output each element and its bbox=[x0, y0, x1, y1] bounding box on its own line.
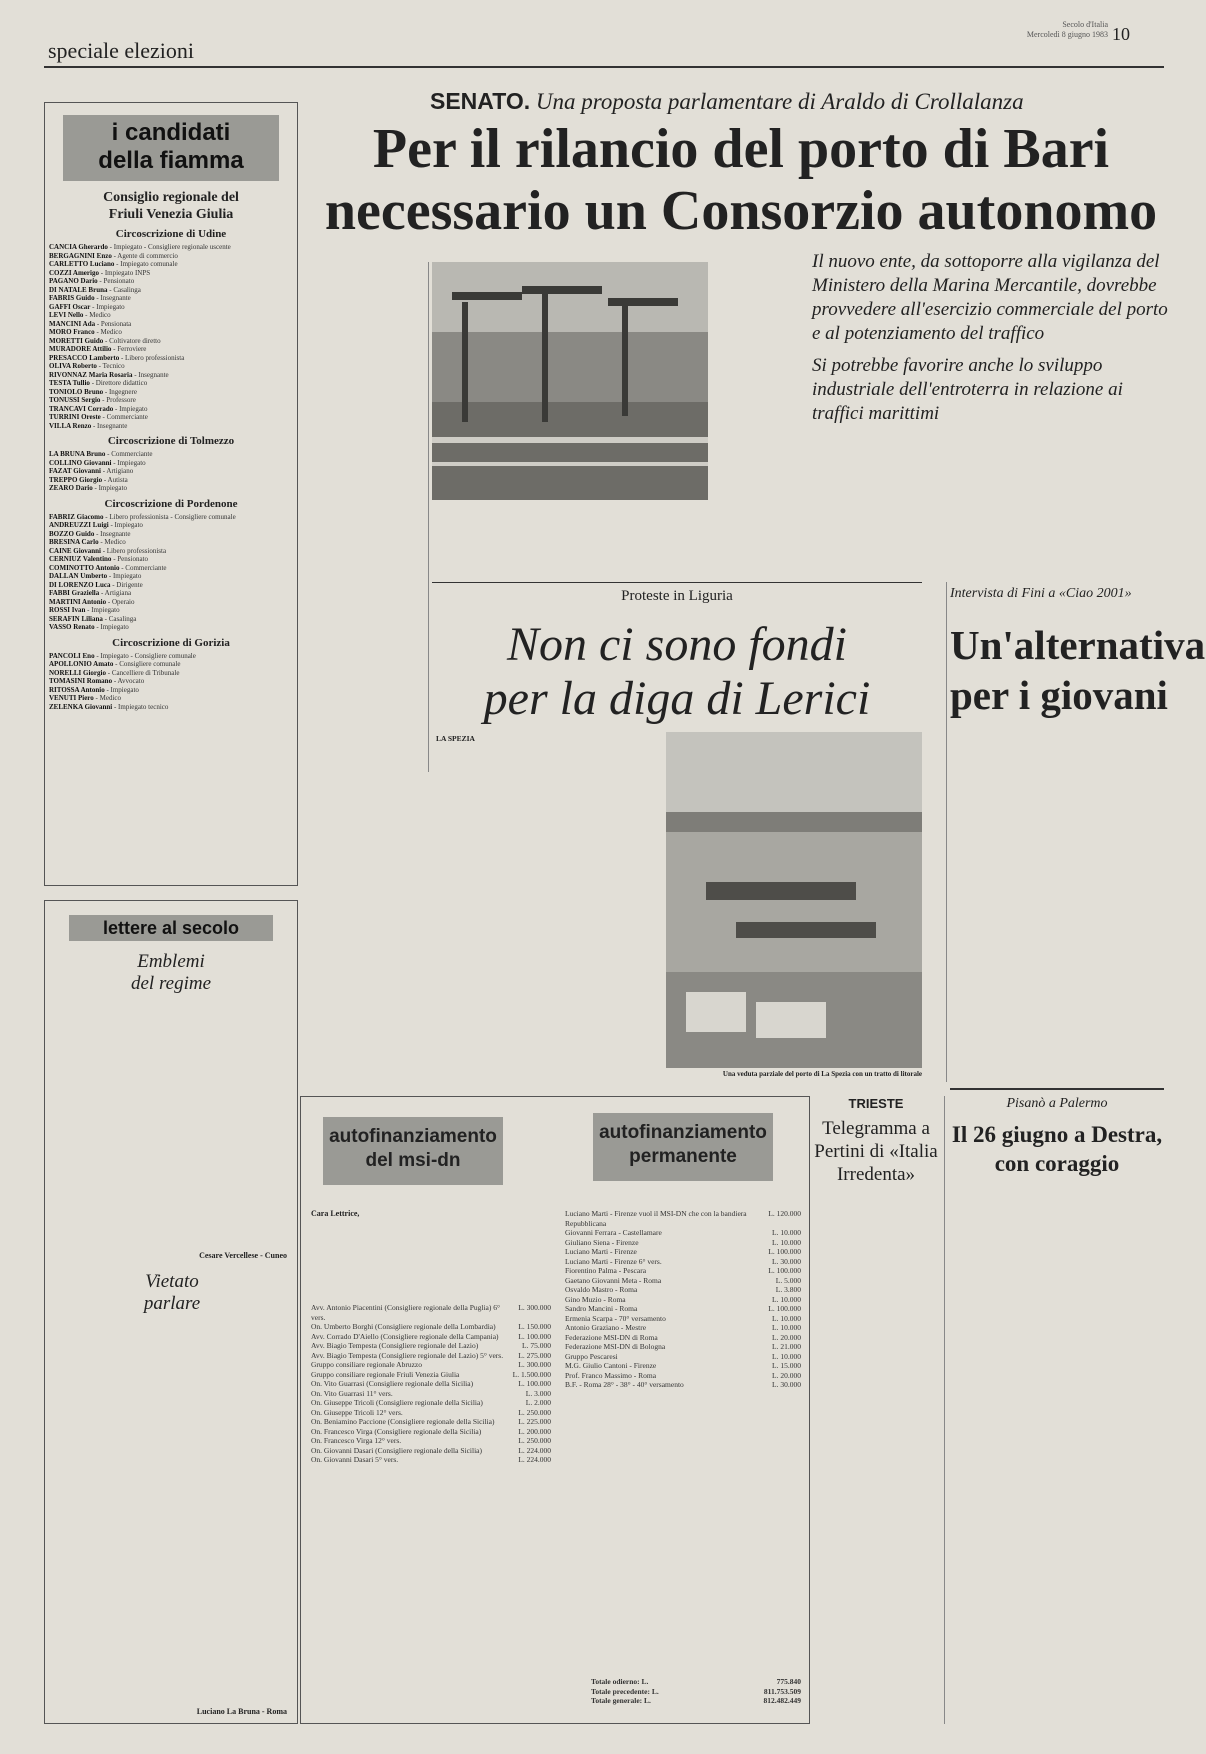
candidate-entry: TREPPO Giorgio - Autista bbox=[49, 475, 128, 484]
main-deck bbox=[812, 250, 1172, 426]
candidate-entry: PANCOLI Eno - Impiegato - Consigliere comunale bbox=[49, 651, 196, 660]
deck-paragraph-2: Si potrebbe favorire anche lo sviluppo industriale dell'entroterra in relazione ai traffici marittimi bbox=[812, 355, 1123, 424]
candidate-entry: NORELLI Giorgio - Cancelliere di Tribunale bbox=[49, 668, 180, 677]
donation-row: Avv. Corrado D'Aiello (Consigliere regionale della Campania) L. 100.000 bbox=[311, 1331, 551, 1341]
letter1-body bbox=[55, 1025, 287, 1251]
donation-row: Gruppo consiliare regionale Friuli Venezia Giulia L. 1.500.000 bbox=[311, 1369, 551, 1379]
donation-row: Gaetano Giovanni Meta - Roma L. 5.000 bbox=[565, 1275, 801, 1285]
main-kicker-italic: Una proposta parlamentare di Araldo di Crollalanza bbox=[535, 89, 1024, 114]
donation-row: Luciano Marti - Firenze 6° vers. L. 30.000 bbox=[565, 1256, 801, 1266]
candidate-entry: BOZZO Guido - Insegnante bbox=[49, 529, 131, 538]
donation-row: Prof. Franco Massimo - Roma L. 20.000 bbox=[565, 1370, 801, 1380]
candidate-entry: LEVI Nello - Medico bbox=[49, 311, 111, 319]
donation-row: On. Francesco Virga 12° vers. L. 250.000 bbox=[311, 1436, 551, 1445]
candidate-entry: VENUTI Piero - Medico bbox=[49, 694, 122, 702]
donation-row: Sandro Mancini - Roma L. 100.000 bbox=[565, 1304, 801, 1313]
donation-row: Avv. Biagio Tempesta (Consigliere regionale del Lazio) 5° vers. L. 275.000 bbox=[311, 1350, 551, 1360]
district-heading: Circoscrizione di Gorizia bbox=[112, 636, 230, 649]
palermo-story bbox=[950, 1088, 1164, 1178]
donation-row: Luciano Marti - Firenze L. 100.000 bbox=[565, 1247, 801, 1256]
donation-row: Avv. Antonio Piacentini (Consigliere regionale della Puglia) 6° vers. L. 300.000 bbox=[311, 1303, 551, 1322]
fundraising-box bbox=[300, 1096, 810, 1724]
candidate-entry: CERNIUZ Valentino - Pensionato bbox=[49, 555, 148, 563]
main-headline bbox=[316, 118, 1166, 242]
candidate-entry: FAZAT Giovanni - Artigiano bbox=[49, 467, 134, 475]
candidate-entry: GAFFI Oscar - Impiegato bbox=[49, 302, 125, 311]
donation-row: On. Vito Guarrasi 11° vers. L. 3.000 bbox=[311, 1388, 551, 1398]
fundraising-title-1a: autofinanziamento bbox=[329, 1126, 497, 1147]
fundraising-title-1 bbox=[323, 1117, 503, 1185]
candidate-entry: ANDREUZZI Luigi - Impiegato bbox=[49, 521, 143, 529]
fini-rule bbox=[946, 582, 947, 1082]
donation-row: On. Umberto Borghi (Consigliere regionale della Lombardia) L. 150.000 bbox=[311, 1322, 551, 1331]
section-label: speciale elezioni bbox=[48, 38, 194, 63]
candidate-entry: TURRINI Oreste - Commerciante bbox=[49, 413, 148, 421]
donation-row: On. Giuseppe Tricoli 12° vers. L. 250.000 bbox=[311, 1407, 551, 1417]
donation-row: On. Beniamino Paccione (Consigliere regionale della Sicilia) L. 225.000 bbox=[311, 1417, 551, 1426]
letter2-body bbox=[55, 1323, 287, 1703]
candidates-title-2: della fiamma bbox=[98, 147, 244, 174]
donation-row: Federazione MSI-DN di Bologna L. 21.000 bbox=[565, 1342, 801, 1351]
candidate-entry: LA BRUNA Bruno - Commerciante bbox=[49, 450, 153, 458]
liguria-headline-1: Non ci sono fondi bbox=[506, 618, 847, 671]
fundraising-greeting: Cara Lettrice, bbox=[311, 1209, 360, 1218]
donation-row: On. Francesco Virga (Consigliere regionale della Sicilia) L. 200.000 bbox=[311, 1426, 551, 1436]
deck-paragraph-1: Il nuovo ente, da sottoporre alla vigilanza del Ministero della Marina Mercantile, dovrebbe provvedere all'esercizio commerciale del porto e al potenziamento del traffico bbox=[812, 251, 1168, 344]
donation-row: Osvaldo Mastro - Roma L. 3.800 bbox=[565, 1285, 801, 1294]
liguria-col-1 bbox=[432, 732, 662, 992]
donation-row: Luciano Marti - Firenze vuol il MSI-DN che con la bandiera Repubblicana L. 120.000 bbox=[565, 1209, 801, 1228]
candidate-entry: TRANCAVI Corrado - Impiegato bbox=[49, 404, 148, 413]
palermo-kicker: Pisanò a Palermo bbox=[1006, 1096, 1108, 1111]
letter1-signature: Cesare Vercellese - Cuneo bbox=[199, 1251, 287, 1260]
fini-headline-2: per i giovani bbox=[950, 672, 1168, 718]
donation-row: Gino Muzio - Roma L. 10.000 bbox=[565, 1294, 801, 1304]
candidate-entry: CANCIA Gherardo - Impiegato - Consigliere regionale uscente bbox=[49, 243, 231, 251]
spezia-port-photo bbox=[666, 732, 922, 1068]
donation-row: On. Giovanni Dasari (Consigliere regionale della Sicilia) L. 224.000 bbox=[311, 1445, 551, 1455]
donation-row: On. Vito Guarrasi (Consigliere regionale della Sicilia) L. 100.000 bbox=[311, 1379, 551, 1388]
candidate-entry: RIVONNAZ Maria Rosaria - Insegnante bbox=[49, 370, 169, 379]
candidate-entry: BERGAGNINI Enzo - Agente di commercio bbox=[49, 251, 178, 260]
bari-col-5 bbox=[712, 262, 804, 518]
candidate-entry: TONUSSI Sergio - Professore bbox=[49, 396, 136, 404]
trieste-headline: Telegramma a Pertini di «Italia Irredenta» bbox=[814, 1118, 938, 1185]
candidate-entry: OLIVA Roberto - Tecnico bbox=[49, 362, 125, 370]
donation-row: Gruppo consiliare regionale Abruzzo L. 300.000 bbox=[311, 1360, 551, 1369]
letters-title-block bbox=[69, 915, 273, 941]
liguria-top-rule bbox=[432, 582, 922, 583]
letter2-title-2: parlare bbox=[143, 1293, 201, 1314]
header-rule bbox=[44, 66, 1164, 68]
candidate-entry: DALLAN Umberto - Impiegato bbox=[49, 572, 142, 580]
trieste-kicker: TRIESTE bbox=[848, 1096, 904, 1111]
fini-col-2 bbox=[1060, 732, 1164, 1072]
district-heading: Circoscrizione di Udine bbox=[115, 228, 227, 240]
spezia-photo-caption: Una veduta parziale del porto di La Spezia con un tratto di litorale bbox=[722, 1070, 922, 1078]
candidate-entry: BRESINA Carlo - Medico bbox=[49, 538, 126, 546]
candidate-entry: FABRIZ Giacomo - Libero professionista - Consigliere comunale bbox=[49, 512, 236, 521]
bari-col-1 bbox=[312, 262, 430, 772]
letter2-signature: Luciano La Bruna - Roma bbox=[196, 1707, 287, 1716]
district-heading: Circoscrizione di Pordenone bbox=[104, 497, 238, 510]
candidate-entry: ZELENKA Giovanni - Impiegato tecnico bbox=[49, 702, 169, 711]
letter1-title-1: Emblemi bbox=[137, 951, 205, 972]
bari-port-photo bbox=[432, 262, 708, 500]
donation-row: M.G. Giulio Cantoni - Firenze L. 15.000 bbox=[565, 1361, 801, 1370]
fundraising-totals bbox=[591, 1677, 801, 1706]
candidate-entry: COZZI Amerigo - Impiegato INPS bbox=[49, 268, 151, 277]
candidate-entry: APOLLONIO Amato - Consigliere comunale bbox=[49, 660, 181, 668]
liguria-kicker: Proteste in Liguria bbox=[621, 588, 733, 604]
fundraising-title-2b: permanente bbox=[629, 1146, 737, 1167]
page-number: 10 bbox=[1112, 24, 1130, 44]
candidate-entry: DI LORENZO Luca - Dirigente bbox=[49, 580, 143, 589]
candidate-entry: ZEARO Dario - Impiegato bbox=[49, 484, 127, 492]
fini-kicker: Intervista di Fini a «Ciao 2001» bbox=[950, 586, 1132, 601]
donation-row: On. Giuseppe Tricoli (Consigliere regionale della Sicilia) L. 2.000 bbox=[311, 1398, 551, 1407]
candidate-entry: VASSO Renato - Impiegato bbox=[49, 623, 129, 631]
districts-list bbox=[45, 228, 297, 711]
candidate-entry: FABBI Graziella - Artigiana bbox=[49, 589, 132, 597]
candidate-entry: TONIOLO Bruno - Ingegnere bbox=[49, 387, 137, 396]
council-subtitle-1: Consiglio regionale del bbox=[103, 190, 239, 205]
donation-row: B.F. - Roma 28° - 38° - 40° versamento L. 30.000 bbox=[565, 1380, 801, 1389]
fundraising-left-list bbox=[311, 1303, 551, 1465]
candidate-entry: MORETTI Guido - Coltivatore diretto bbox=[49, 336, 161, 345]
council-subtitle-2: Friuli Venezia Giulia bbox=[108, 207, 234, 222]
candidate-entry: TESTA Tullio - Direttore didattico bbox=[49, 379, 148, 387]
candidate-entry: SERAFIN Liliana - Casalinga bbox=[49, 614, 137, 623]
candidate-entry: PRESACCO Lamberto - Libero professionista bbox=[49, 353, 185, 362]
donation-row: Gruppo Pescaresi L. 10.000 bbox=[565, 1351, 801, 1361]
fini-headline-1: Un'alternativa bbox=[950, 622, 1206, 668]
candidate-entry: MARTINI Antonio - Operaio bbox=[49, 597, 135, 606]
masthead-date bbox=[968, 20, 1108, 40]
fini-col-1 bbox=[950, 732, 1054, 1072]
col-rule bbox=[428, 262, 429, 772]
letter1-title-2: del regime bbox=[130, 973, 212, 994]
palermo-headline: Il 26 giugno a Destra, con coraggio bbox=[951, 1122, 1163, 1176]
liguria-headline bbox=[432, 618, 922, 726]
candidate-entry: ROSSI Ivan - Impiegato bbox=[49, 606, 120, 614]
donation-row: Giovanni Ferrara - Castellamare L. 10.000 bbox=[565, 1228, 801, 1237]
candidate-entry: DI NATALE Bruna - Casalinga bbox=[49, 285, 141, 294]
fundraising-title-2 bbox=[593, 1113, 773, 1181]
candidate-entry: FABRIS Guido - Insegnante bbox=[49, 294, 131, 302]
bari-col-6 bbox=[712, 504, 804, 560]
candidate-entry: MURADORE Attilio - Ferroviere bbox=[49, 345, 147, 353]
liguria-dateline: LA SPEZIA bbox=[436, 734, 475, 743]
masthead-name: Secolo d'Italia bbox=[1062, 20, 1108, 29]
candidate-entry: COLLINO Giovanni - Impiegato bbox=[49, 458, 146, 467]
candidates-title-block bbox=[63, 115, 279, 181]
palermo-body bbox=[950, 1250, 1164, 1720]
fundraising-right-list bbox=[565, 1209, 801, 1390]
letters-title: lettere al secolo bbox=[102, 918, 240, 938]
donation-row: Avv. Biagio Tempesta (Consigliere regionale del Lazio) L. 75.000 bbox=[311, 1341, 551, 1350]
total-row: Totale precedente: L. 811.753.509 bbox=[591, 1686, 801, 1696]
letter2-title-1: Vietato bbox=[145, 1271, 199, 1292]
donation-row: Ermenia Scarpa - 70° versamento L. 10.000 bbox=[565, 1313, 801, 1323]
candidate-entry: CAINE Giovanni - Libero professionista bbox=[49, 546, 167, 555]
donation-row: Fiorentino Palma - Pescara L. 100.000 bbox=[565, 1266, 801, 1275]
fundraising-intro bbox=[311, 1221, 547, 1291]
donation-row: On. Giovanni Dasari 5° vers. L. 224.000 bbox=[311, 1455, 551, 1464]
trieste-body bbox=[812, 1236, 940, 1716]
candidate-entry: MORO Franco - Medico bbox=[49, 328, 122, 336]
main-kicker-bold: SENATO. bbox=[430, 88, 531, 114]
liguria-headline-2: per la diga di Lerici bbox=[483, 672, 871, 725]
main-headline-line1: Per il rilancio del porto di Bari bbox=[372, 118, 1110, 180]
candidate-entry: CARLETTO Luciano - Impiegato comunale bbox=[49, 260, 178, 268]
candidate-entry: VILLA Renzo - Insegnante bbox=[49, 421, 128, 430]
letters-box bbox=[44, 900, 298, 1724]
candidate-entry: RITOSSA Antonio - Impiegato bbox=[49, 685, 139, 694]
fundraising-title-2a: autofinanziamento bbox=[599, 1122, 767, 1143]
total-row: Totale odierno: L. 775.840 bbox=[591, 1677, 801, 1686]
donation-row: Giuliano Siena - Firenze L. 10.000 bbox=[565, 1237, 801, 1247]
candidate-entry: COMINOTTO Antonio - Commerciante bbox=[49, 563, 167, 572]
main-kicker bbox=[430, 88, 1050, 115]
candidate-entry: TOMASINI Romano - Avvocato bbox=[49, 677, 145, 685]
col-rule-2 bbox=[944, 1096, 945, 1724]
candidate-entry: MANCINI Ada - Pensionata bbox=[49, 319, 132, 328]
total-row: Totale generale: L. 812.482.449 bbox=[591, 1696, 801, 1705]
district-heading: Circoscrizione di Tolmezzo bbox=[107, 435, 235, 447]
fundraising-title-1b: del msi-dn bbox=[365, 1150, 461, 1171]
donation-row: Antonio Graziano - Mestre L. 10.000 bbox=[565, 1323, 801, 1332]
fini-headline bbox=[950, 620, 1206, 720]
main-headline-line2: necessario un Consorzio autonomo bbox=[324, 180, 1158, 242]
issue-date: Mercoledì 8 giugno 1983 bbox=[1026, 30, 1108, 39]
trieste-story bbox=[812, 1096, 940, 1724]
candidate-entry: PAGANO Dario - Pensionato bbox=[49, 277, 135, 285]
candidates-box bbox=[44, 102, 298, 886]
donation-row: Federazione MSI-DN di Roma L. 20.000 bbox=[565, 1332, 801, 1342]
candidates-title-1: i candidati bbox=[111, 119, 231, 146]
